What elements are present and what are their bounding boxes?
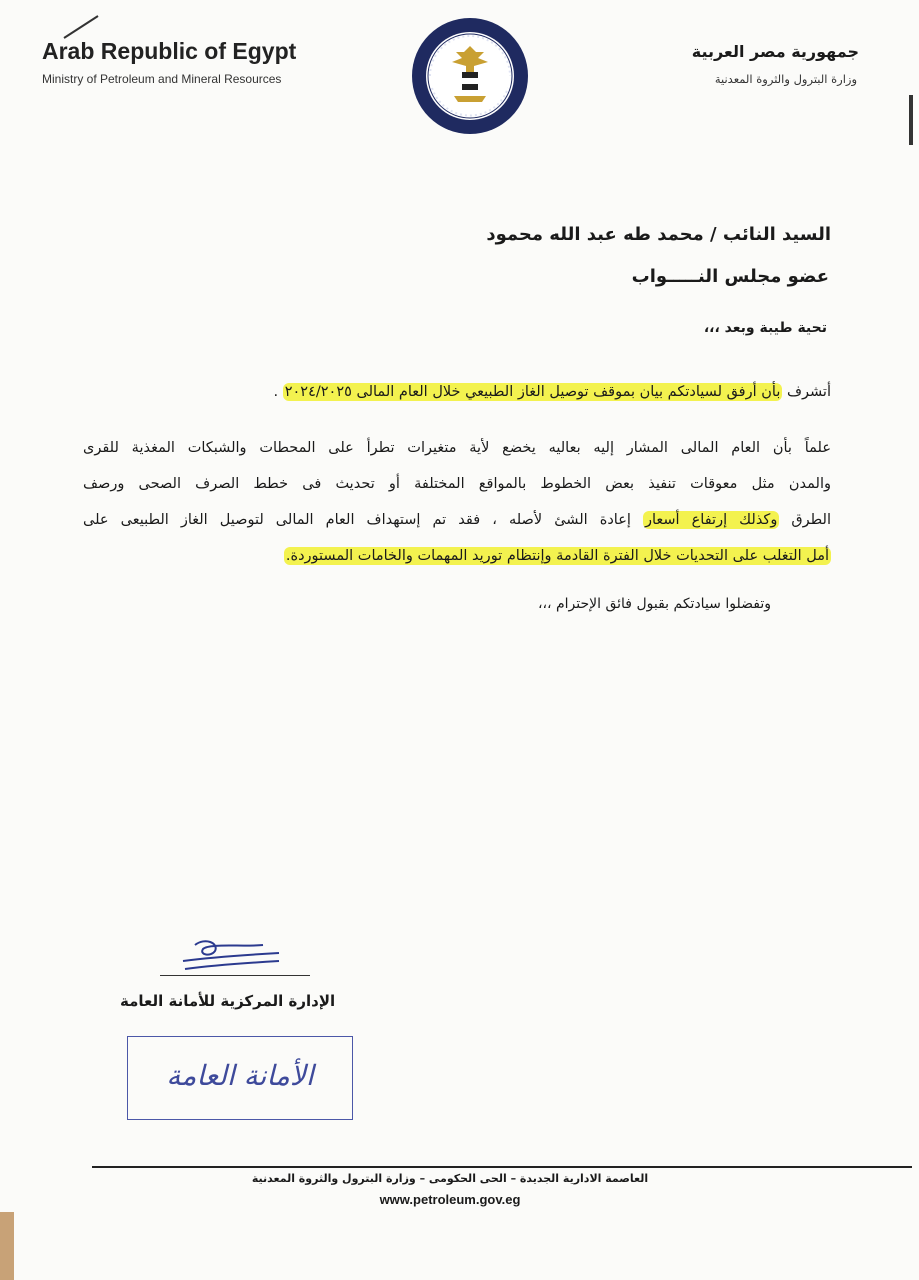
p2-line-4-highlight: أمل التغلب على التحديات خلال الفترة القادمة وإنتظام توريد المهمات والخامات المستوردة. bbox=[285, 548, 829, 564]
greeting: تحية طيبة وبعد ،،، bbox=[703, 320, 827, 336]
header-country-en: Arab Republic of Egypt bbox=[42, 38, 297, 64]
p2-line-3-prefix: الطرق bbox=[779, 512, 832, 528]
addressee-name: السيد النائب / محمد طه عبد الله محمود bbox=[486, 224, 831, 245]
general-secretariat-stamp bbox=[127, 1036, 353, 1120]
p1-prefix: أتشرف bbox=[782, 384, 831, 400]
p2-line-1: علماً بأن العام المالى المشار إليه بعاليه يخضع لأية متغيرات تطرأ على المحطات والشبكات المغذية للقرى bbox=[83, 440, 831, 456]
ministry-seal-icon bbox=[410, 16, 530, 140]
pen-mark bbox=[62, 12, 102, 40]
p2-line-3 bbox=[83, 502, 831, 538]
paragraph-2 bbox=[83, 430, 831, 574]
p1-suffix: . bbox=[273, 384, 283, 400]
p1-highlight: بأن أرفق لسيادتكم بيان بموقف توصيل الغاز الطبيعي خلال العام المالى ٢٠٢٤/٢٠٢٥ bbox=[284, 384, 781, 400]
paragraph-1 bbox=[273, 384, 831, 400]
stamp-text: الأمانة العامة bbox=[166, 1059, 314, 1092]
footer-website-link[interactable]: www.petroleum.gov.eg bbox=[379, 1192, 521, 1207]
closing-line: وتفضلوا سيادتكم بقبول فائق الإحترام ،،، bbox=[537, 596, 771, 612]
header-country-ar: جمهورية مصر العربية bbox=[691, 42, 859, 61]
p2-line-2: والمدن مثل معوقات تنفيذ بعض الخطوط بالمواقع المختلفة أو تحديث فى خطط الصرف الصحى ورصف bbox=[83, 476, 831, 492]
footer-divider bbox=[92, 1166, 912, 1168]
header-ministry-en: Ministry of Petroleum and Mineral Resources bbox=[42, 72, 282, 86]
p2-line-3-highlight: وكذلك إرتفاع أسعار bbox=[644, 512, 778, 528]
department-name: الإدارة المركزية للأمانة العامة bbox=[120, 992, 336, 1010]
addressee-title: عضو مجلس النـــــواب bbox=[631, 266, 829, 287]
footer-address: العاصمة الادارية الجديدة – الحى الحكومى – وزارة البترول والثروة المعدنية bbox=[251, 1172, 649, 1185]
scan-edge-mark bbox=[909, 95, 913, 145]
signature-line bbox=[160, 975, 310, 976]
p2-line-4 bbox=[83, 538, 831, 574]
scan-corner-edge bbox=[0, 1212, 14, 1280]
p2-line-3-suffix: إعادة الشئ لأصله ، فقد تم إستهداف العام المالى لتوصيل الغاز الطبيعى على bbox=[83, 512, 643, 528]
handwritten-signature bbox=[175, 935, 285, 975]
header-ministry-ar: وزارة البترول والثروة المعدنية bbox=[714, 72, 857, 86]
